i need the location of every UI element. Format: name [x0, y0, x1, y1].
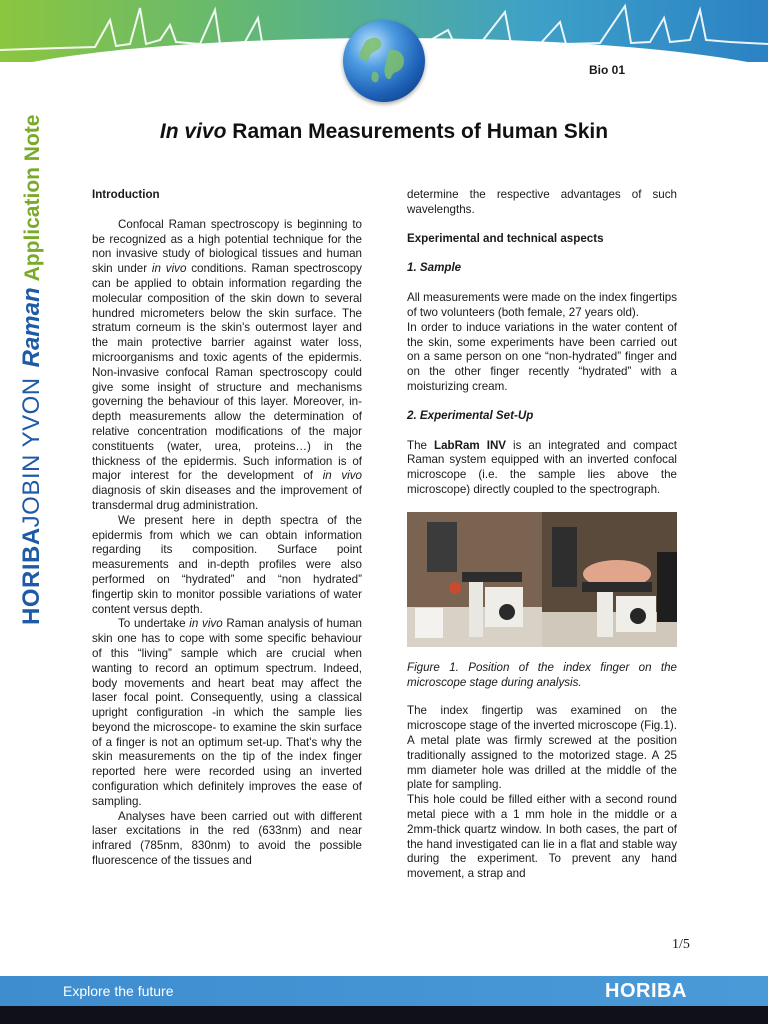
continued-paragraph: determine the respective advantages of such wavelengths.	[407, 188, 677, 216]
figure-caption: Figure 1. Position of the index finger on the microscope stage during analysis.	[407, 660, 677, 689]
title-rest: Raman Measurements of Human Skin	[226, 120, 609, 143]
experimental-heading: Experimental and technical aspects	[407, 231, 604, 245]
intro-paragraph-4: Analyses have been carried out with different laser excitations in the red (633nm) and near infrared (785nm, 830nm) to avoid the possible fluorescence of the tissues and	[92, 809, 362, 868]
footer-tagline: Explore the future	[63, 983, 174, 999]
intro-paragraph-2: We present here in depth spectra of the epidermis from which we can obtain information regarding its composition. Surface point measurements and in-depth profiles were also performed on “hydrated” and “non hydrated” fingertip skin to monitor possible variations of water content versus depth.	[92, 513, 362, 616]
intro-paragraph-1: Confocal Raman spectroscopy is beginning to be recognized as a high potential technique for the non invasive study of biological tissues and human skin under in vivo conditions. Raman spectroscopy can be applied to obtain information regarding the molecular composition of the skin down to several hundred micrometers below the skin surface. The stratum corneum is the skin's outermost layer and the main protective barrier against water loss, microorganisms and toxic agents of the epidermis. Non-invasive confocal Raman spectroscopy could give some insight of structure and mechanisms governing the behaviour of this layer. Moreover, in-depth measurements allow the determination of relative concentration modifications of the major constituents (water, urea, proteins…) in the thickness of the epidermis. Such information is of major interest for the development of in vivo diagnosis of skin diseases and the improvement of transdermal drug administration.	[92, 217, 362, 512]
setup-heading: 2. Experimental Set-Up	[407, 408, 534, 422]
sample-paragraph-2: In order to induce variations in the water content of the skin, some experiments have been carried out on a same person on one “non-hydrated” finger and on the other finger recently “hydrated” with a moisturizing cream.	[407, 320, 677, 393]
microscope-photo-hand	[542, 512, 677, 647]
footer-dark-strip	[0, 1006, 768, 1024]
column-right	[407, 188, 677, 882]
figure-paragraph-1: The index fingertip was examined on the microscope stage of the inverted microscope (Fig.1). A metal plate was firmly screwed at the position traditionally assigned to the motorized stage. A 25 mm diameter hole was drilled at the middle of the plate for sampling.	[407, 704, 677, 792]
figure-photos	[407, 512, 677, 647]
page-title	[0, 120, 768, 144]
side-branding	[12, 85, 52, 625]
setup-paragraph: The LabRam INV is an integrated and compact Raman system equipped with an inverted confocal microscope (i.e. the sample lies above the microscope) directly coupled to the spectrograph.	[407, 438, 677, 496]
brand-jobin-yvon: JOBIN YVON	[18, 377, 45, 528]
sample-heading: 1. Sample	[407, 261, 462, 275]
title-italic: In vivo	[159, 120, 227, 143]
globe-icon	[343, 20, 425, 102]
column-left	[92, 188, 362, 869]
microscope-photo	[407, 512, 542, 647]
brand-raman: Raman	[18, 287, 45, 368]
document-code: Bio 01	[589, 63, 626, 77]
figure-paragraph-2: This hole could be filled either with a second round metal piece with a 1 mm hole in the middle or a 2mm-thick quartz window. In both cases, the part of the hand investigated can lie in a flat and stable way during the experiment. To prevent any hand movement, a strap and	[407, 793, 677, 881]
brand-application-note: Application Note	[21, 114, 44, 282]
page-number: 1/5	[672, 937, 690, 952]
introduction-heading: Introduction	[92, 188, 160, 201]
sample-paragraph-1: All measurements were made on the index fingertips of two volunteers (both female, 27 years old).	[407, 291, 678, 319]
brand-horiba: HORIBA	[18, 527, 45, 625]
horiba-logo: HORIBA	[605, 980, 687, 1002]
intro-paragraph-3: To undertake in vivo Raman analysis of human skin one has to cope with some specific behaviour of this “living” sample which are crucial when wanting to record an optimum spectrum. Indeed, body movements and heart beat may affect the laser focal point. Consequently, using a classical upright configuration -in which the sample lies beyond the microscope- to examine the skin surface of a finger is not an optimum set-up. That's why the skin measurements on the tip of the index finger reported here were recorded using an inverted configuration which definitely improves the ease of sampling.	[92, 617, 362, 808]
